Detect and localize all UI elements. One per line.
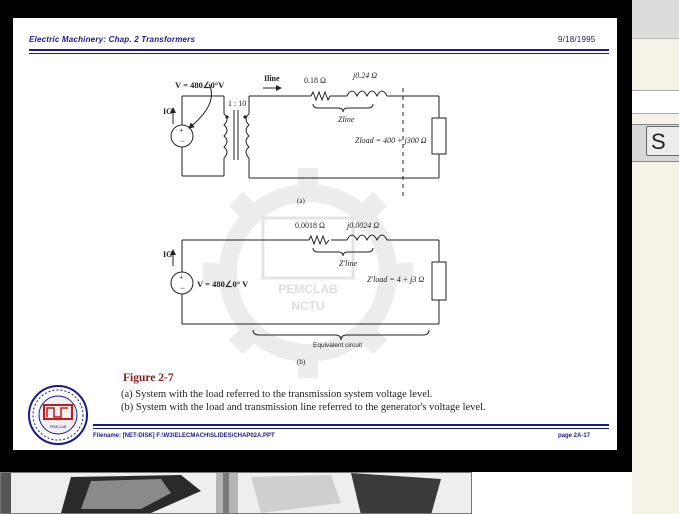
header-title: Electric Machinery: Chap. 2 Transformers: [29, 35, 196, 44]
circuit-diagram: [13, 18, 617, 450]
x-line-a-label: j0.24 Ω: [353, 71, 378, 80]
current-ig-a: IG: [163, 107, 173, 116]
svg-text:−: −: [180, 283, 186, 293]
zline-brace-a: [313, 104, 373, 112]
zload-b-label: Z'load = 4 + j3 Ω: [367, 275, 425, 284]
figure-title: Figure 2-7: [123, 372, 174, 384]
line-resistor-a: [311, 92, 330, 100]
svg-text:+: +: [179, 273, 184, 282]
r-line-b-label: 0.0018 Ω: [295, 221, 325, 230]
equivalent-circuit-label: Equivalent circuit: [313, 342, 363, 349]
watermark-line2: NCTU: [291, 299, 325, 313]
line-inductor-a: [347, 91, 387, 96]
current-iline: Iline: [264, 74, 280, 83]
source-voltage-a: V = 480∠0°V: [175, 80, 225, 90]
figure-caption-b: (b) System with the load and transmission line referred to the generator's voltage level.: [121, 402, 486, 413]
sublabel-a: (a): [297, 197, 305, 205]
current-ig-b: IG: [163, 250, 173, 259]
figure-caption-a: (a) System with the load referred to the transmission system voltage level.: [121, 389, 433, 400]
zline-b-label: Z'line: [339, 259, 358, 268]
background-side-panel: [632, 0, 679, 514]
background-partial-button[interactable]: S: [646, 126, 679, 156]
footer-filename: Filename: [NET-DISK] F:\W3\ELECMACH\SLIDES\CHAP02A.PPT: [93, 433, 275, 439]
background-band: [632, 90, 679, 114]
sublabel-b: (b): [297, 358, 306, 366]
photo-image: [1, 473, 472, 514]
background-toolbar-area: [632, 0, 679, 39]
turns-ratio: 1 : 10: [228, 99, 247, 108]
footer-page: page 2A-17: [558, 433, 591, 439]
zline-brace-b: [313, 248, 373, 256]
svg-text:−: −: [180, 136, 186, 146]
footer-rule-top: [93, 424, 609, 426]
line-inductor-b: [347, 235, 387, 240]
load-impedance-b: [432, 262, 446, 300]
background-photo: [0, 472, 472, 514]
line-resistor-b: [309, 236, 329, 244]
footer-rule-bottom: [93, 428, 609, 429]
load-impedance-a: [432, 118, 446, 154]
watermark-line1: PEMCLAB: [278, 282, 338, 296]
zload-a-label: Zload = 400 + j300 Ω: [355, 136, 427, 145]
header-date: 9/18/1995: [558, 35, 596, 44]
source-voltage-b: V = 480∠0° V: [197, 279, 249, 289]
r-line-a-label: 0.18 Ω: [304, 76, 326, 85]
equivalent-brace: [253, 330, 429, 340]
secondary-coil: [246, 114, 249, 158]
zline-a-label: Zline: [338, 115, 355, 124]
x-line-b-label: j0.0024 Ω: [347, 221, 380, 230]
svg-text:+: +: [179, 126, 184, 135]
logo-text: PEMCLAB: [49, 425, 67, 429]
pemclab-logo: [27, 384, 89, 446]
slide: [13, 18, 617, 450]
primary-coil: [224, 114, 227, 158]
